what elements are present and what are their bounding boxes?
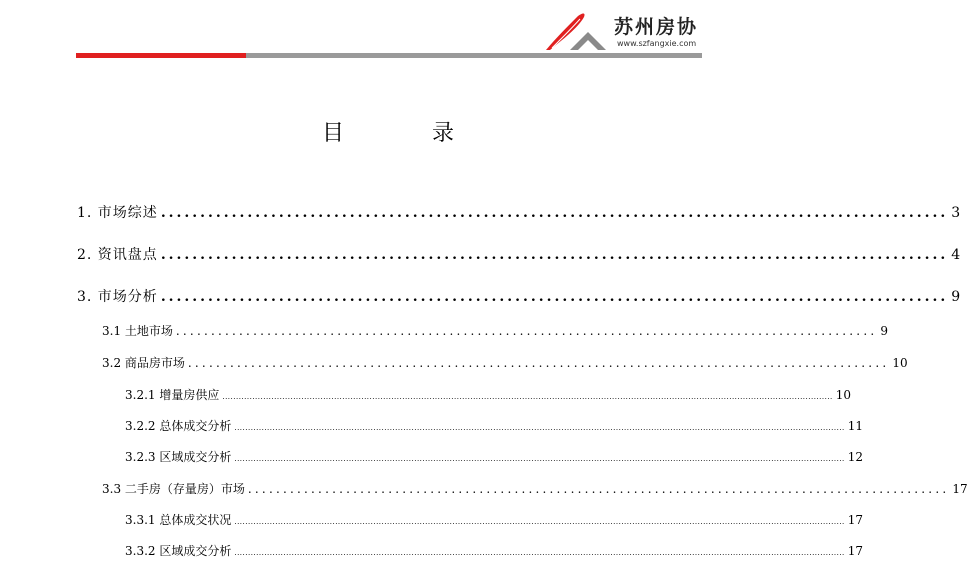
toc-entry[interactable] — [102, 480, 968, 497]
toc-leader: .................................................................................................... — [175, 324, 878, 338]
brand-url: www.szfangxie.com — [617, 39, 697, 48]
toc-entry-page: 11 — [847, 419, 864, 433]
toc-entry-page: 17 — [952, 482, 968, 496]
title-char-2: 录 — [432, 121, 455, 146]
toc-entry-label: 3.3.1 总体成交状况 — [125, 513, 232, 527]
toc-entry-page: 3 — [951, 205, 961, 221]
toc-entry-label: 2. 资讯盘点 — [77, 247, 158, 263]
header-rule-red — [76, 53, 246, 58]
toc-entry-page: 12 — [847, 450, 864, 464]
toc-entry[interactable] — [77, 244, 961, 264]
toc-entry[interactable] — [125, 448, 864, 465]
brand-name: 苏州房协 — [614, 16, 699, 38]
toc-entry-page: 10 — [835, 388, 852, 402]
toc-leader: ................................................................................................................................................................................................................................ — [222, 393, 833, 401]
toc-entry-label: 3.2 商品房市场 — [102, 356, 185, 370]
toc-entry-label: 1. 市场综述 — [77, 205, 158, 221]
toc-entry-page: 9 — [951, 289, 961, 305]
toc-leader: .................................................................................................... — [247, 482, 950, 496]
toc-entry-page: 9 — [880, 324, 888, 338]
header-rule-gray — [246, 53, 702, 58]
toc-entry[interactable] — [102, 354, 908, 371]
toc-entry-page: 10 — [892, 356, 908, 370]
toc-entry[interactable] — [125, 386, 852, 403]
toc-entry-label: 3.3 二手房（存量房）市场 — [102, 482, 245, 496]
toc-entry-page: 4 — [951, 247, 961, 263]
toc-entry-page: 17 — [847, 544, 864, 558]
toc-entry-label: 3.3.2 区域成交分析 — [125, 544, 232, 558]
quill-logo-icon — [542, 10, 612, 52]
toc-leader: .................................................................................................... — [187, 356, 890, 370]
toc-entry[interactable] — [125, 417, 864, 434]
toc-leader: .................................................................................................... — [160, 205, 949, 221]
toc-leader: ................................................................................................................................................................................................................................ — [234, 518, 845, 526]
page-header — [0, 0, 780, 64]
toc-entry-label: 3. 市场分析 — [77, 289, 158, 305]
toc-entry-label: 3.2.3 区域成交分析 — [125, 450, 232, 464]
toc-entry[interactable] — [125, 542, 864, 559]
toc-entry-label: 3.2.2 总体成交分析 — [125, 419, 232, 433]
toc-entry-label: 3.1 土地市场 — [102, 324, 173, 338]
toc-entry-label: 3.2.1 增量房供应 — [125, 388, 220, 402]
toc-entry[interactable] — [102, 322, 888, 339]
title-char-1: 目 — [322, 121, 345, 146]
toc-entry-page: 17 — [847, 513, 864, 527]
toc-leader: .................................................................................................... — [160, 289, 949, 305]
toc-leader: .................................................................................................... — [160, 247, 949, 263]
toc-leader: ................................................................................................................................................................................................................................ — [234, 424, 845, 432]
toc-entry[interactable] — [77, 286, 961, 306]
toc-leader: ................................................................................................................................................................................................................................ — [234, 455, 845, 463]
toc-leader: ................................................................................................................................................................................................................................ — [234, 549, 845, 557]
toc-entry[interactable] — [125, 511, 864, 528]
toc-entry[interactable] — [77, 202, 961, 222]
